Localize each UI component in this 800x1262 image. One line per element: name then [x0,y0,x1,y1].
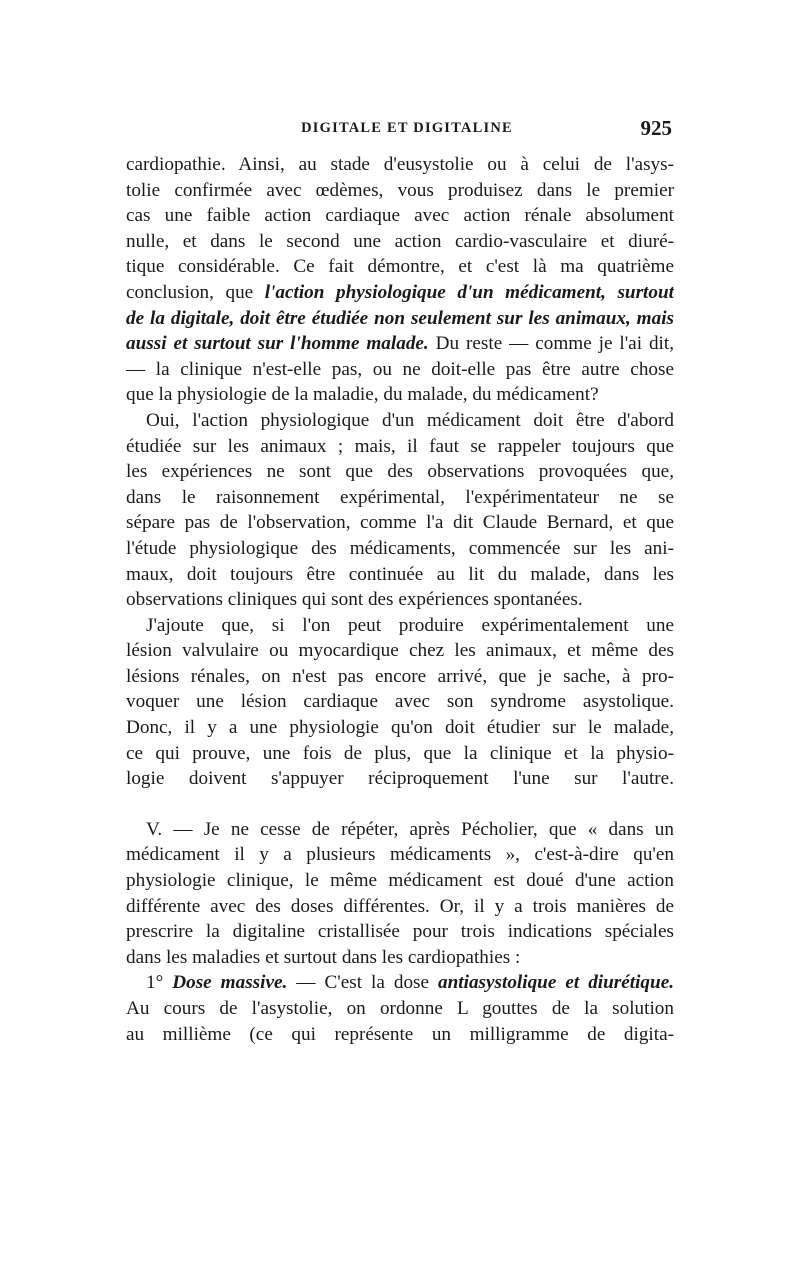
paragraph-4 [126,817,674,971]
text-line: — la clinique n'est-elle pas, ou ne doit-elle pas être autre chose [126,358,674,380]
text-segment: Du reste — comme je l'ai dit, [428,333,674,355]
page-number: 925 [640,116,672,140]
text-line: observations cliniques qui sont des expériences spontanées. [126,589,583,611]
text-line: Oui, l'action physiologique d'un médicament doit être d'abord [146,409,674,431]
text-line: V. — Je ne cesse de répéter, après Pécholier, que « dans un [146,818,674,840]
text-line: lésion valvulaire ou myocardique chez les animaux, et même des [126,640,674,662]
text-line: dans les maladies et surtout dans les cardiopathies : [126,946,521,968]
running-title: DIGITALE ET DIGITALINE [301,120,513,136]
section-gap [126,792,674,817]
text-line: sépare pas de l'observation, comme l'a dit Claude Bernard, et que [126,512,674,534]
text-line: que la physiologie de la maladie, du malade, du médicament? [126,384,599,406]
text-line: ce qui prouve, une fois de plus, que la clinique et la physio- [126,742,674,764]
text-line: voquer une lésion cardiaque avec son syndrome asystolique. [126,691,674,713]
text-line: maux, doit toujours être continuée au lit du malade, dans les [126,563,674,585]
text-line: cas une faible action cardiaque avec action rénale absolument [126,205,674,227]
text-line [126,331,674,357]
text-line: l'étude physiologique des médicaments, commencée sur les ani- [126,537,674,559]
text-line: dans le raisonnement expérimental, l'expérimentateur ne se [126,486,674,508]
paragraph-2 [126,408,674,613]
running-head [126,118,674,148]
text-line: physiologie clinique, le même médicament est doué d'une action [126,870,674,892]
emphasis-text: l'action physiologique d'un médicament, surtout [264,281,674,303]
text-line: étudiée sur les animaux ; mais, il faut se rappeler toujours que [126,435,674,457]
text-line: nulle, et dans le second une action cardio-vasculaire et diuré- [126,230,674,252]
text-line: au millième (ce qui représente un milligramme de digita- [126,1023,674,1045]
text-segment: 1° [146,972,173,994]
emphasis-line: de la digitale, doit être étudiée non seulement sur les animaux, mais [126,307,674,329]
text-line: tolie confirmée avec œdèmes, vous produisez dans le premier [126,179,674,201]
text-line: tique considérable. Ce fait démontre, et c'est là ma quatrième [126,256,674,278]
paragraph-5 [126,970,674,1047]
text-segment: conclusion, que [126,281,265,303]
emphasis-text: Dose massive. [172,972,288,994]
text-line: logie doivent s'appuyer réciproquement l'une sur l'autre. [126,768,674,790]
emphasis-text: aussi et surtout sur l'homme malade. [126,333,429,355]
paragraph-1 [126,152,674,408]
book-page [126,118,674,1047]
emphasis-text: antiasystolique et diurétique. [438,972,674,994]
text-line: Donc, il y a une physiologie qu'on doit étudier sur le malade, [126,717,674,739]
text-line: prescrire la digitaline cristallisée pour trois indications spéciales [126,921,674,943]
text-line [126,280,674,306]
text-segment: — C'est la dose [287,972,439,994]
text-line: les expériences ne sont que des observations provoquées que, [126,461,674,483]
text-line: cardiopathie. Ainsi, au stade d'eusystolie ou à celui de l'asys- [126,154,674,175]
text-line: différente avec des doses différentes. Or, il y a trois manières de [126,895,674,917]
text-line: médicament il y a plusieurs médicaments », c'est-à-dire qu'en [126,844,674,866]
text-line [126,970,674,996]
paragraph-3 [126,613,674,792]
text-line: lésions rénales, on n'est pas encore arrivé, que je sache, à pro- [126,665,674,687]
text-line: Au cours de l'asystolie, on ordonne L gouttes de la solution [126,998,674,1019]
text-line: J'ajoute que, si l'on peut produire expérimentalement une [146,614,674,636]
